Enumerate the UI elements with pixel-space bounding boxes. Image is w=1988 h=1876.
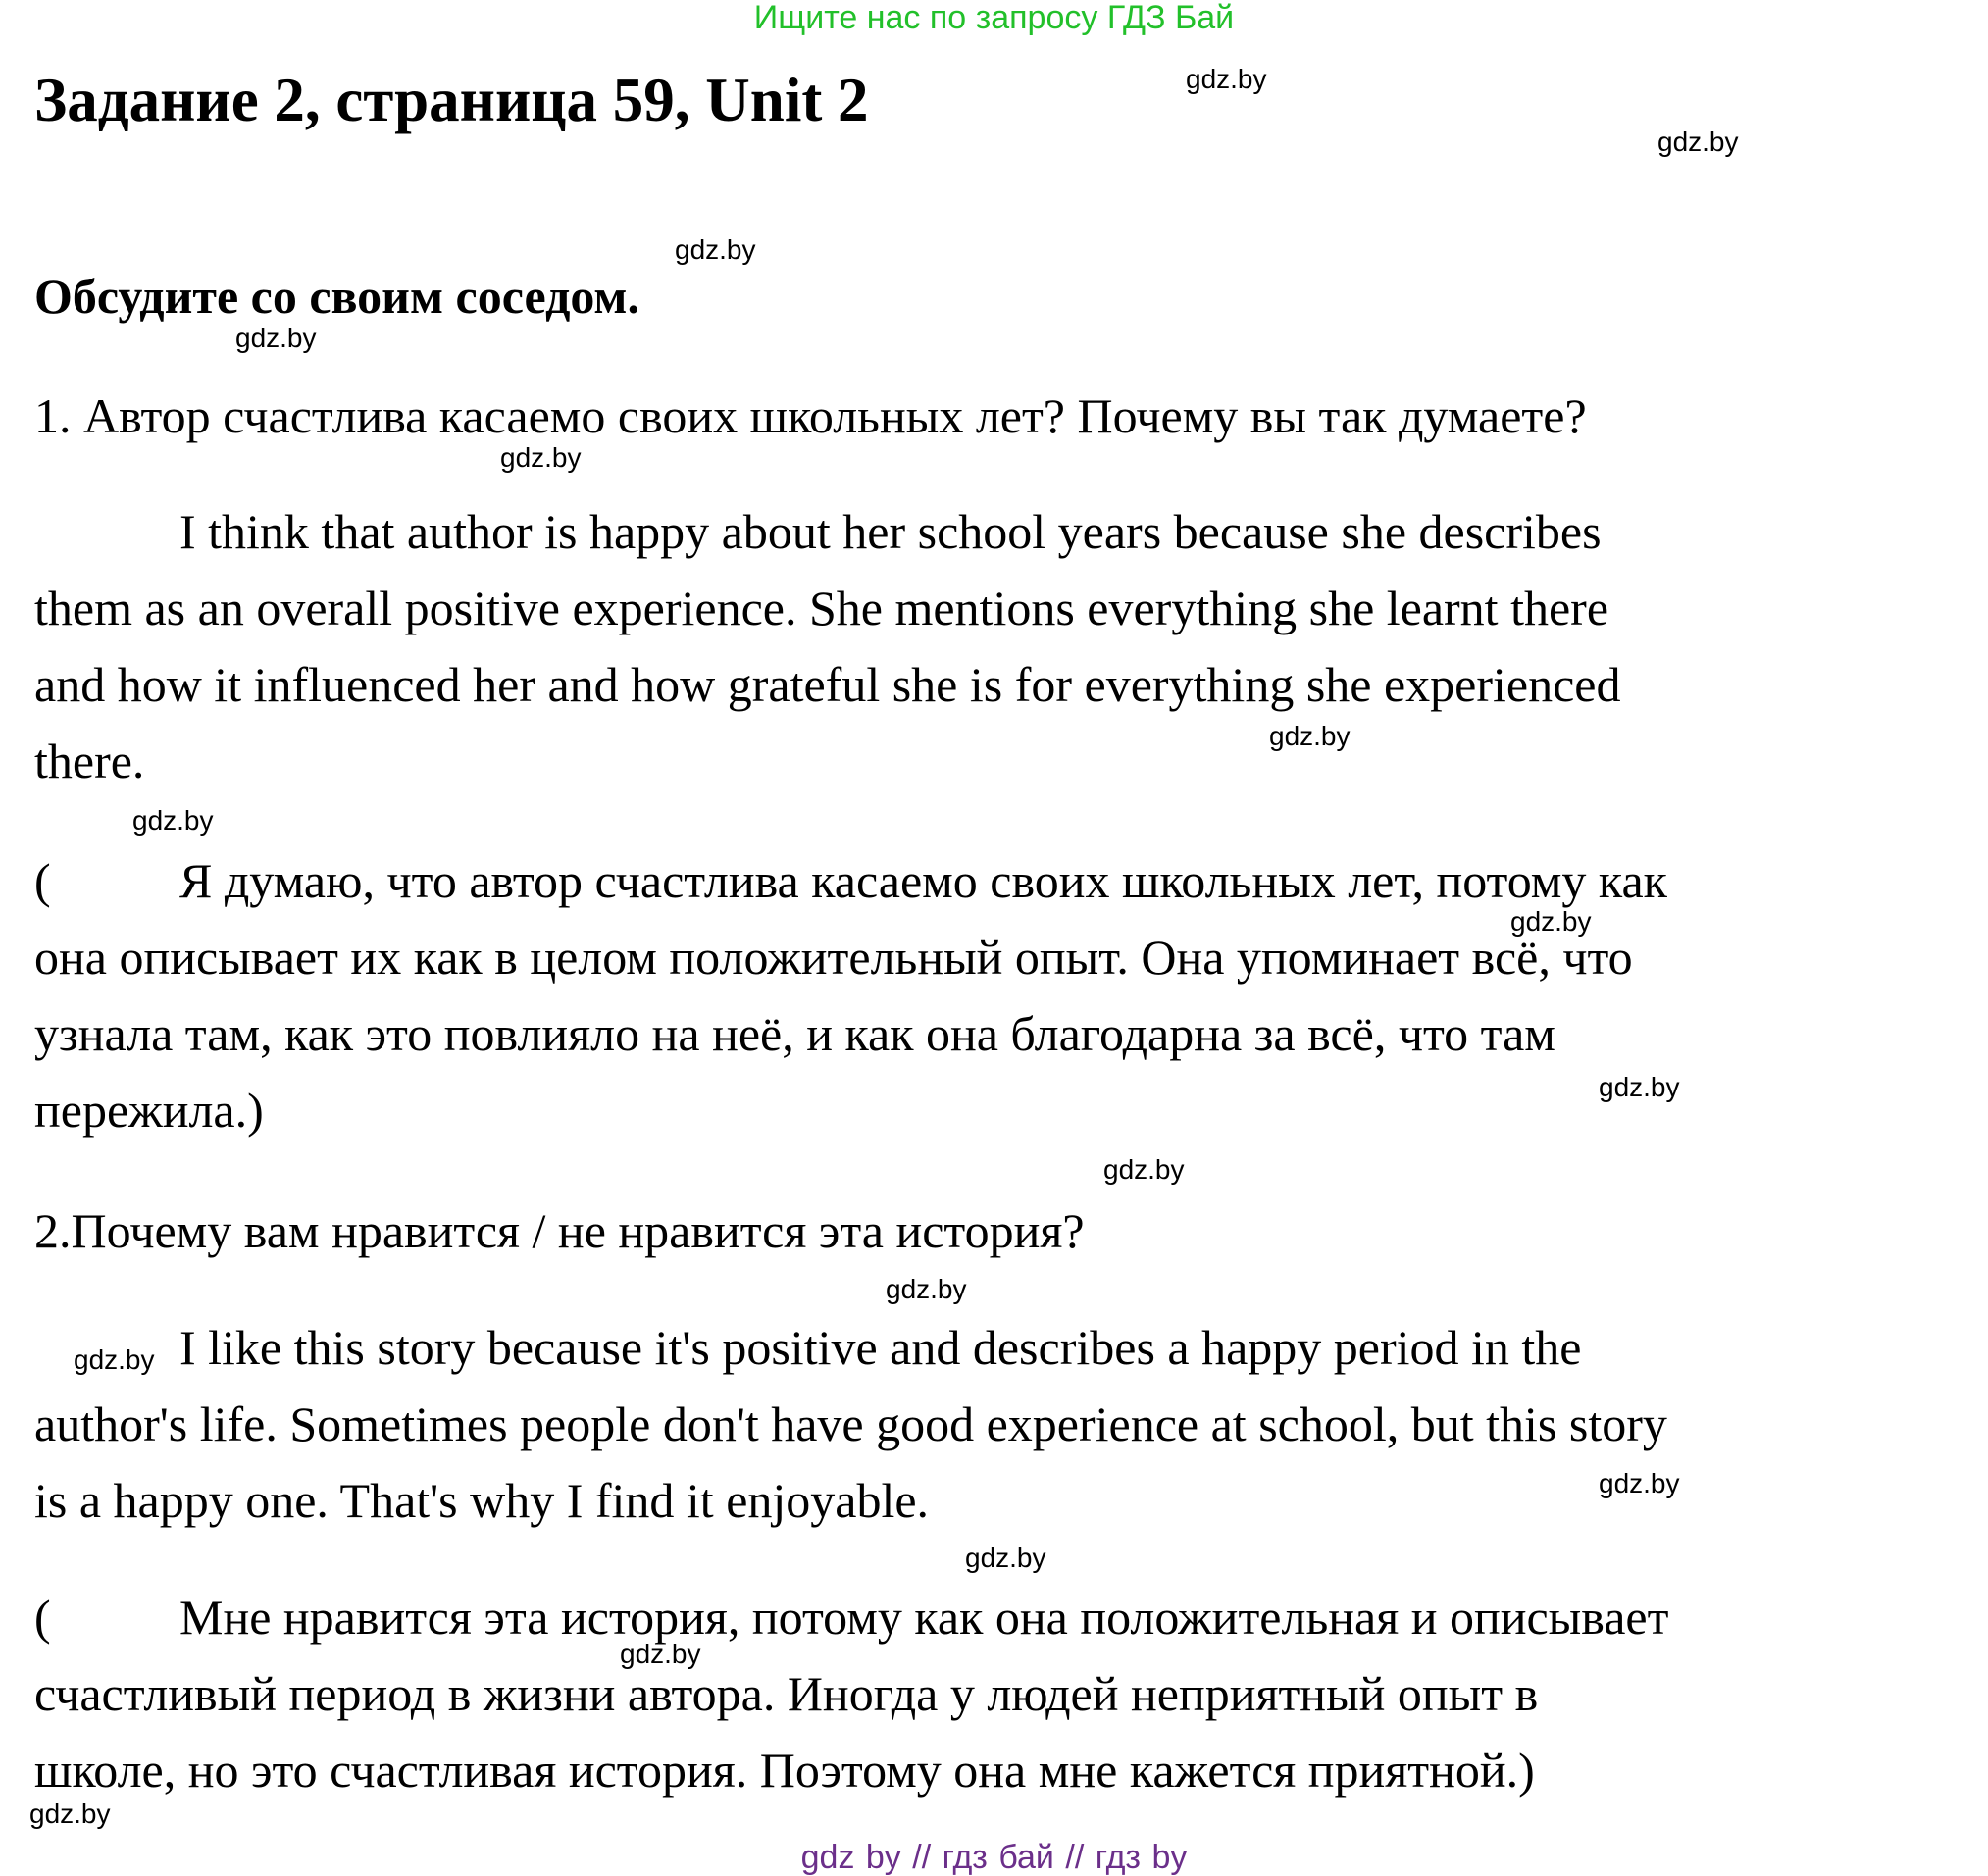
watermark: gdz.by bbox=[1599, 1468, 1680, 1498]
answer-2-ru-line-1: Мне нравится эта история, потому как она положительная и описывает bbox=[179, 1590, 1669, 1645]
watermark: gdz.by bbox=[1103, 1154, 1185, 1185]
watermark: gdz.by bbox=[74, 1344, 155, 1375]
answer-1-ru-line-2: она описывает их как в целом положительный опыт. Она упоминает всё, что bbox=[34, 930, 1633, 985]
watermark: gdz.by bbox=[1269, 721, 1351, 751]
page-title: Задание 2, страница 59, Unit 2 bbox=[34, 66, 869, 134]
search-banner: Ищите нас по запросу ГДЗ Бай bbox=[753, 0, 1235, 36]
answer-1-ru-line-3: узнала там, как это повлияло на неё, и как она благодарна за всё, что там bbox=[34, 1006, 1555, 1061]
answer-1-ru-open-paren: ( bbox=[34, 853, 51, 908]
footer-links: gdz by // гдз бай // гдз by bbox=[800, 1839, 1188, 1876]
answer-1-ru-line-1: Я думаю, что автор счастлива касаемо своих школьных лет, потому как bbox=[179, 853, 1667, 908]
answer-2-ru-open-paren: ( bbox=[34, 1590, 51, 1645]
watermark: gdz.by bbox=[500, 442, 582, 473]
watermark: gdz.by bbox=[1510, 906, 1592, 937]
watermark: gdz.by bbox=[132, 805, 214, 836]
answer-1-en-line-3: and how it influenced her and how grateful she is for everything she experienced bbox=[34, 657, 1621, 712]
answer-1-en-line-4: there. bbox=[34, 734, 145, 788]
watermark: gdz.by bbox=[29, 1799, 111, 1829]
watermark: gdz.by bbox=[886, 1274, 967, 1304]
watermark: gdz.by bbox=[675, 234, 756, 265]
question-2: 2.Почему вам нравится / не нравится эта история? bbox=[34, 1203, 1085, 1258]
watermark: gdz.by bbox=[620, 1639, 701, 1669]
task-heading: Обсудите со своим соседом. bbox=[34, 269, 639, 324]
watermark: gdz.by bbox=[965, 1543, 1046, 1573]
watermark: gdz.by bbox=[1186, 64, 1267, 94]
answer-1-ru-line-4: пережила.) bbox=[34, 1083, 264, 1138]
answer-2-en-line-2: author's life. Sometimes people don't have good experience at school, but this story bbox=[34, 1396, 1667, 1451]
watermark: gdz.by bbox=[235, 323, 317, 353]
answer-2-en-line-1: I like this story because it's positive and describes a happy period in the bbox=[179, 1320, 1582, 1375]
answer-1-en-line-1: I think that author is happy about her school years because she describes bbox=[179, 504, 1602, 559]
watermark: gdz.by bbox=[1657, 127, 1739, 157]
question-1: 1. Автор счастлива касаемо своих школьных лет? Почему вы так думаете? bbox=[34, 388, 1587, 443]
watermark: gdz.by bbox=[1599, 1072, 1680, 1102]
answer-2-ru-line-3: школе, но это счастливая история. Поэтому она мне кажется приятной.) bbox=[34, 1743, 1535, 1798]
answer-2-en-line-3: is a happy one. That's why I find it enjoyable. bbox=[34, 1473, 930, 1528]
answer-1-en-line-2: them as an overall positive experience. She mentions everything she learnt there bbox=[34, 581, 1609, 635]
answer-2-ru-line-2: счастливый период в жизни автора. Иногда у людей неприятный опыт в bbox=[34, 1666, 1539, 1721]
